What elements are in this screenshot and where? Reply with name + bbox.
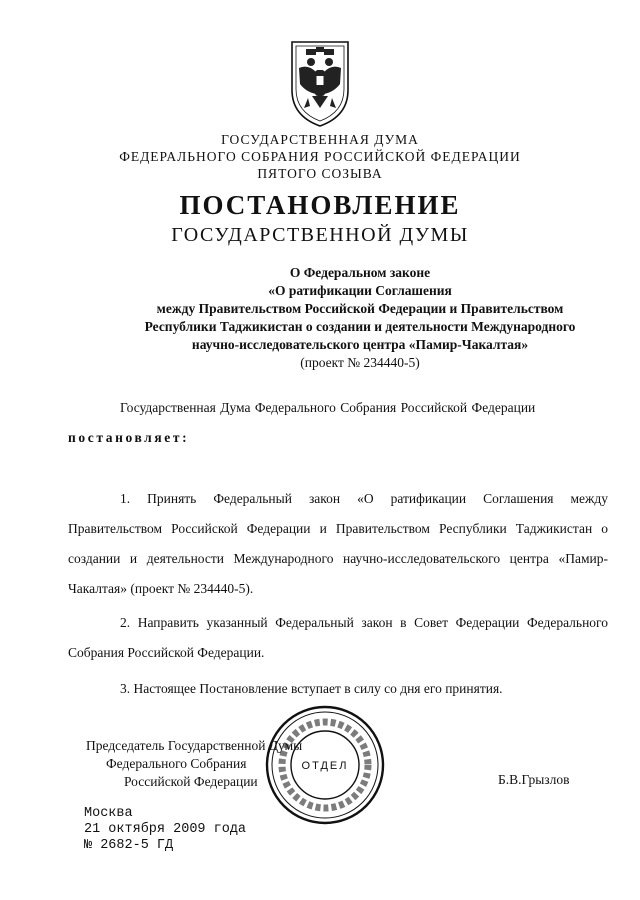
resolves-word: постановляет: (68, 430, 190, 445)
signature-title-line: Российской Федерации (124, 774, 258, 789)
subject-line: научно-исследовательского центра «Памир-Чакалтая» (191, 337, 529, 352)
document-title: ПОСТАНОВЛЕНИЕ (179, 190, 461, 220)
header-line-duma: ГОСУДАРСТВЕННАЯ ДУМА (221, 132, 419, 147)
header-line-assembly: ФЕДЕРАЛЬНОГО СОБРАНИЯ РОССИЙСКОЙ ФЕДЕРАЦИИ (119, 149, 521, 164)
official-stamp-seal (263, 703, 387, 827)
paragraph-3: 3. Настоящее Постановление вступает в силу со дня его принятия. (120, 681, 503, 696)
subject-line: Республики Таджикистан о создании и деятельности Международного (144, 319, 576, 334)
signature-title-line: Федерального Собрания (106, 756, 247, 771)
paragraph-2: 2. Направить указанный Федеральный закон в Совет Федерации Федерального Собрания Российской Федерации. (68, 615, 608, 660)
subject-line: О Федеральном законе (289, 265, 431, 280)
document-subtitle: ГОСУДАРСТВЕННОЙ ДУМЫ (171, 224, 469, 246)
signature-title-line: Председатель Государственной Думы (86, 738, 303, 753)
footer-city: Москва (84, 806, 133, 821)
subject-block (100, 264, 620, 372)
paragraph-1: 1. Принять Федеральный закон «О ратификации Соглашения между Правительством Российской Федерации и Правительством Республики Таджикистан о создании и деятельности Международного научно-исследовательского центра «Памир-Чакалтая» (проект № 234440-5). (68, 491, 608, 596)
preamble: Государственная Дума Федерального Собрания Российской Федерации (120, 400, 536, 415)
stamp-center-text: ОТДЕЛ (301, 760, 349, 772)
footer-number: № 2682-5 ГД (84, 838, 174, 853)
coat-of-arms-emblem (272, 38, 368, 130)
footer-date: 21 октября 2009 года (84, 822, 247, 837)
project-number: (проект № 234440-5) (300, 355, 420, 370)
subject-line: между Правительством Российской Федерации и Правительством (156, 301, 564, 316)
signer-name: Б.В.Грызлов (498, 772, 570, 787)
subject-line: «О ратификации Соглашения (268, 283, 452, 298)
header-line-convocation: ПЯТОГО СОЗЫВА (257, 166, 383, 181)
